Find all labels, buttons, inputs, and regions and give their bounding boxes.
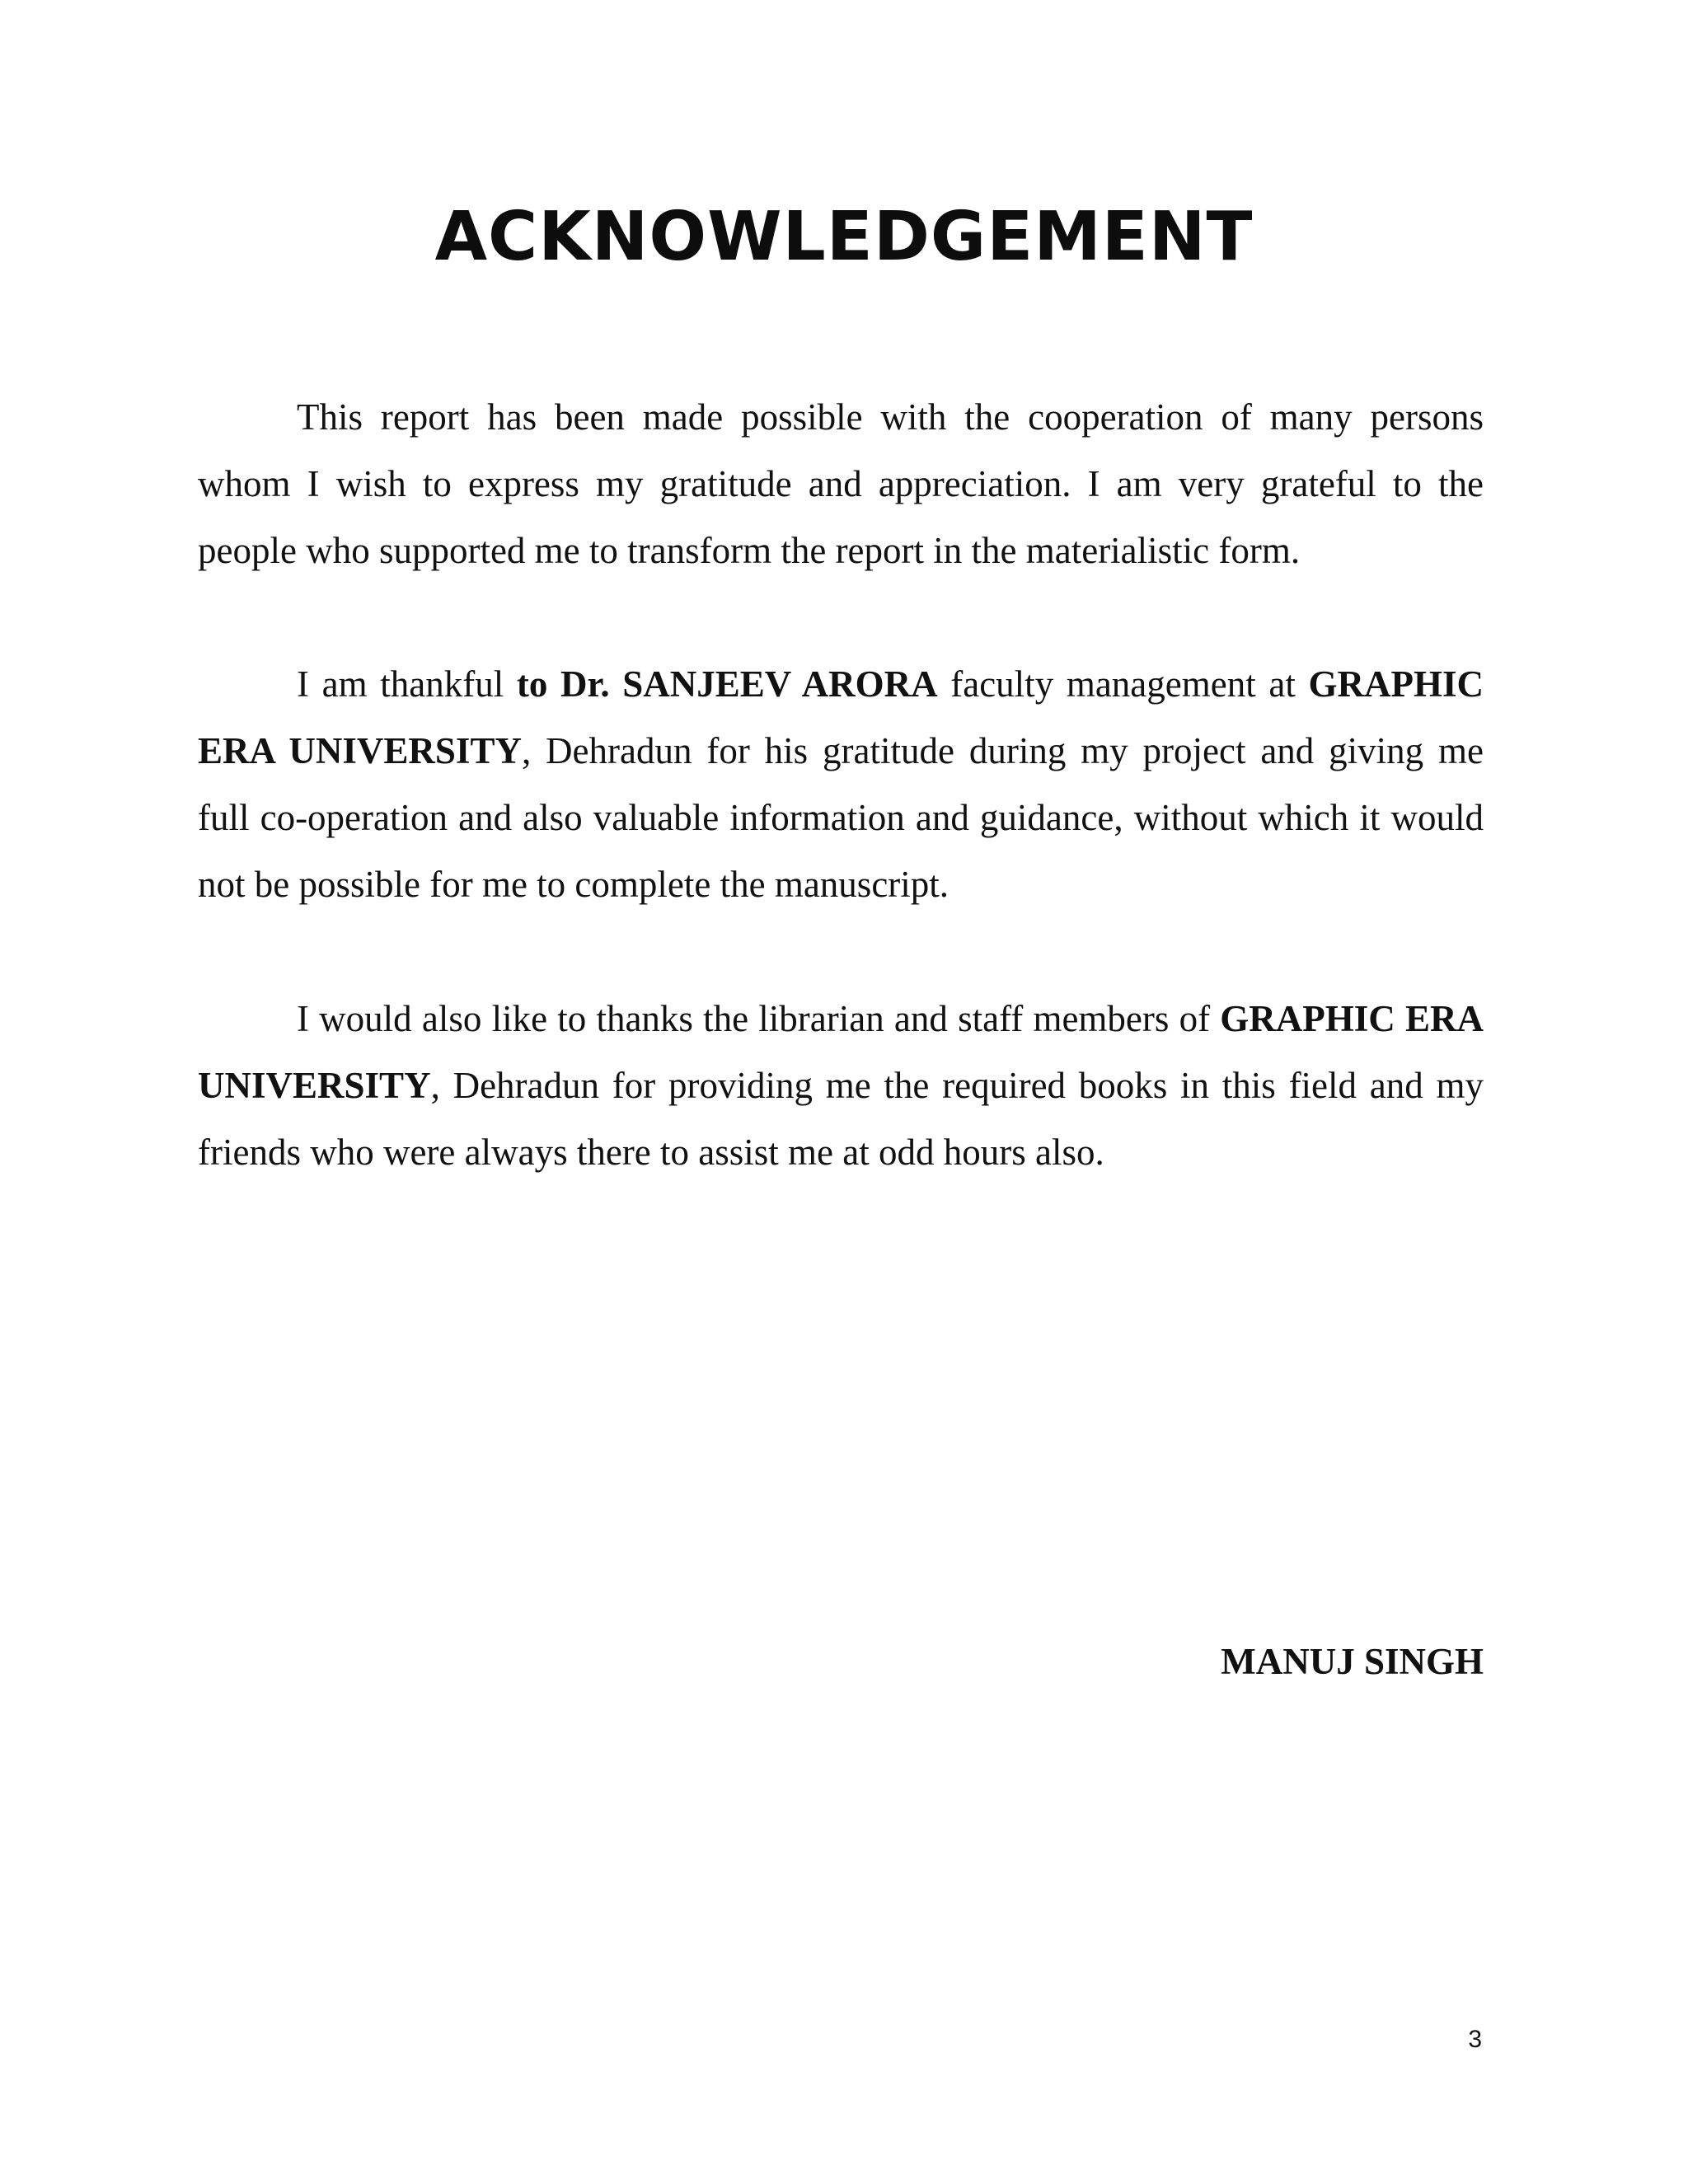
paragraph-cooperation-text: This report has been made possible with the cooperation of many persons whom I wish to express my gratitude and appreciation. I am very grateful to the people who supported me to transform the report in the materialistic form. — [198, 396, 1484, 571]
university-name: GRAPHIC ERA UNIVERSITY — [198, 998, 1484, 1106]
paragraph-text: , Dehradun for his gratitude during my project and giving me full co-operation and also valuable information and guidance, without which it would not be possible for me to complete the manuscript. — [198, 730, 1484, 905]
author-signature: MANUJ SINGH — [1221, 1641, 1484, 1682]
faculty-name: to Dr. SANJEEV ARORA — [516, 663, 938, 705]
paragraph-text: I am thankful — [297, 663, 517, 705]
university-name: GRAPHIC ERA UNIVERSITY — [198, 663, 1484, 771]
paragraph-text: I would also like to thanks the librarian and staff members of — [297, 998, 1221, 1039]
page-title: ACKNOWLEDGEMENT — [434, 198, 1254, 276]
paragraph-thanks-staff — [198, 986, 1484, 1186]
paragraph-text: , Dehradun for providing me the required books in this field and my friends who were always there to assist me at odd hours also. — [198, 1065, 1484, 1173]
paragraph-text: faculty management at — [937, 663, 1309, 705]
paragraph-cooperation — [198, 384, 1484, 584]
page-number: 3 — [1468, 2026, 1482, 2053]
paragraph-thanks-faculty — [198, 651, 1484, 918]
